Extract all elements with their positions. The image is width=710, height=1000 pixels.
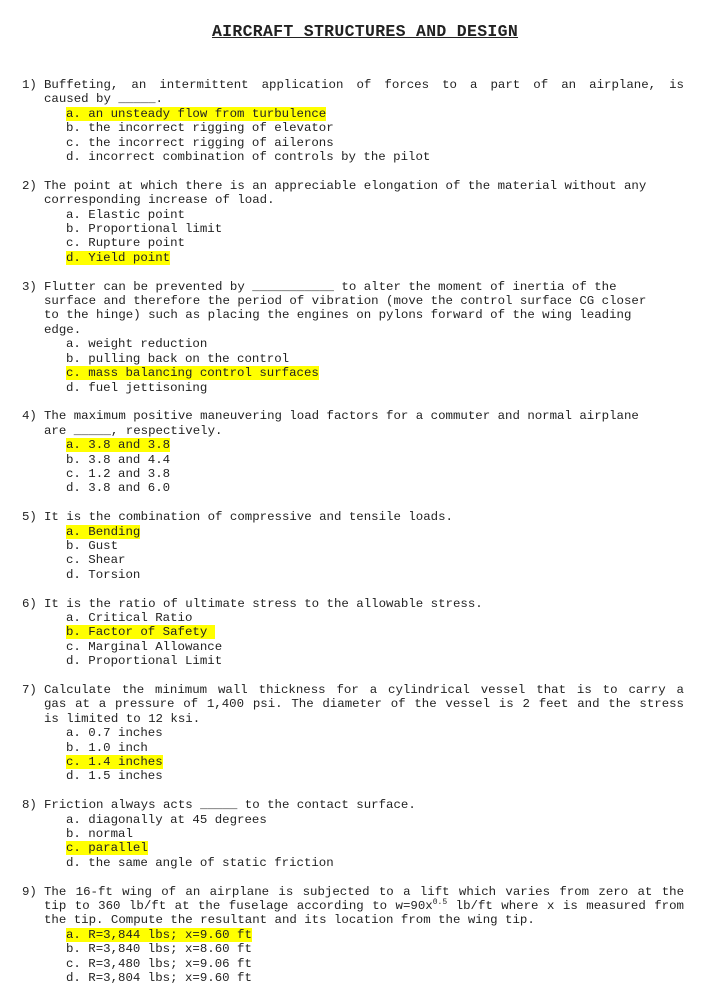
option-text: c. Marginal Allowance bbox=[66, 639, 223, 654]
answer-option bbox=[66, 827, 684, 841]
answer-option bbox=[66, 467, 684, 481]
question-number: 6) bbox=[22, 596, 37, 611]
highlighted-answer: c. parallel bbox=[66, 841, 148, 856]
highlighted-answer: a. R=3,844 lbs; x=9.60 ft bbox=[66, 927, 252, 942]
answer-option bbox=[66, 813, 684, 827]
answer-option bbox=[66, 438, 684, 452]
answer-option bbox=[66, 525, 684, 539]
option-text: d. Proportional Limit bbox=[66, 654, 223, 669]
answer-option bbox=[66, 654, 684, 668]
formula-tail: lb/ft where x is measured from bbox=[447, 899, 684, 914]
option-text: d. fuel jettisoning bbox=[66, 380, 208, 395]
highlighted-answer: a. Bending bbox=[66, 524, 141, 539]
option-text: d. R=3,804 lbs; x=9.60 ft bbox=[66, 971, 252, 986]
option-text: d. Torsion bbox=[66, 567, 141, 582]
option-text: d. 3.8 and 6.0 bbox=[66, 481, 171, 496]
answer-option bbox=[66, 856, 684, 870]
question-text-line: edge. bbox=[44, 322, 82, 337]
option-text: c. Shear bbox=[66, 553, 126, 568]
question-text-line: Friction always acts _____ to the contact surface. bbox=[44, 798, 416, 813]
question-5 bbox=[22, 510, 684, 582]
answer-option bbox=[66, 136, 684, 150]
question-text-line: It is the combination of compressive and tensile loads. bbox=[44, 510, 453, 525]
answer-option bbox=[66, 352, 684, 366]
question-text-line: corresponding increase of load. bbox=[44, 193, 275, 208]
highlighted-answer: b. Factor of Safety bbox=[66, 625, 215, 640]
question-text-line: surface and therefore the period of vibration (move the control surface CG closer bbox=[44, 294, 647, 309]
answer-option bbox=[66, 222, 684, 236]
answer-option bbox=[66, 539, 684, 553]
question-number: 8) bbox=[22, 798, 37, 813]
question-number: 5) bbox=[22, 510, 37, 525]
question-text-line: caused by _____. bbox=[44, 92, 163, 107]
question-text-line: The 16-ft wing of an airplane is subjected to a lift which varies from zero at the bbox=[44, 884, 684, 899]
question-text-line: the tip. Compute the resultant and its location from the wing tip. bbox=[44, 913, 535, 928]
option-text: b. 3.8 and 4.4 bbox=[66, 452, 171, 467]
answer-option bbox=[66, 107, 684, 121]
question-2 bbox=[22, 179, 684, 265]
question-4 bbox=[22, 409, 684, 495]
highlighted-answer: c. 1.4 inches bbox=[66, 755, 163, 769]
question-number: 1) bbox=[22, 78, 37, 92]
question-text-line: gas at a pressure of 1,400 psi. The diameter of the vessel is 2 feet and the stress bbox=[44, 697, 684, 712]
question-text-line: Buffeting, an intermittent application of forces to a part of an airplane, is bbox=[44, 78, 684, 92]
highlighted-answer: a. an unsteady flow from turbulence bbox=[66, 106, 327, 121]
option-text: b. Proportional limit bbox=[66, 222, 223, 237]
answer-option bbox=[66, 769, 684, 783]
option-text: d. the same angle of static friction bbox=[66, 855, 334, 870]
answer-option bbox=[66, 957, 684, 971]
option-text: b. pulling back on the control bbox=[66, 351, 290, 366]
highlighted-answer: a. 3.8 and 3.8 bbox=[66, 438, 171, 453]
option-text: a. weight reduction bbox=[66, 337, 208, 352]
question-number: 7) bbox=[22, 682, 37, 697]
answer-option bbox=[66, 942, 684, 956]
answer-option bbox=[66, 741, 684, 755]
question-3 bbox=[22, 280, 684, 395]
question-text-line: to the hinge) such as placing the engines on pylons forward of the wing leading bbox=[44, 308, 632, 323]
answer-option bbox=[66, 121, 684, 135]
answer-option bbox=[66, 453, 684, 467]
option-text: c. 1.2 and 3.8 bbox=[66, 466, 171, 481]
option-text: c. R=3,480 lbs; x=9.06 ft bbox=[66, 956, 252, 971]
option-text: a. 0.7 inches bbox=[66, 726, 163, 741]
highlighted-answer: c. mass balancing control surfaces bbox=[66, 366, 319, 381]
answer-option bbox=[66, 208, 684, 222]
option-text: b. 1.0 inch bbox=[66, 740, 148, 755]
question-text-line bbox=[44, 899, 684, 913]
answer-option bbox=[66, 481, 684, 495]
option-text: c. Rupture point bbox=[66, 236, 185, 251]
answer-option bbox=[66, 553, 684, 567]
answer-option bbox=[66, 928, 684, 942]
question-9 bbox=[22, 885, 684, 986]
option-text: a. diagonally at 45 degrees bbox=[66, 812, 267, 827]
question-text-line: The point at which there is an appreciable elongation of the material without any bbox=[44, 178, 647, 193]
answer-option bbox=[66, 726, 684, 740]
answer-option bbox=[66, 971, 684, 985]
highlighted-answer: d. Yield point bbox=[66, 250, 171, 265]
question-number: 9) bbox=[22, 884, 37, 899]
question-text-line: Flutter can be prevented by ___________ to alter the moment of inertia of the bbox=[44, 279, 617, 294]
answer-option bbox=[66, 251, 684, 265]
option-text: b. R=3,840 lbs; x=8.60 ft bbox=[66, 942, 252, 957]
question-text-line: is limited to 12 ksi. bbox=[44, 711, 201, 726]
option-text: c. the incorrect rigging of ailerons bbox=[66, 135, 334, 150]
answer-option bbox=[66, 337, 684, 351]
option-text: b. Gust bbox=[66, 538, 119, 553]
answer-option bbox=[66, 640, 684, 654]
question-list bbox=[22, 78, 684, 1000]
question-1 bbox=[22, 78, 684, 164]
question-6 bbox=[22, 597, 684, 669]
answer-option bbox=[66, 381, 684, 395]
answer-option bbox=[66, 366, 684, 380]
question-number: 3) bbox=[22, 279, 37, 294]
option-text: d. 1.5 inches bbox=[66, 769, 163, 784]
answer-option bbox=[66, 568, 684, 582]
formula-text: tip to 360 lb/ft at the fuselage according to w=90x bbox=[44, 899, 433, 914]
question-7 bbox=[22, 683, 684, 784]
question-8 bbox=[22, 798, 684, 870]
question-number: 4) bbox=[22, 409, 37, 424]
answer-option bbox=[66, 236, 684, 250]
exponent: 0.5 bbox=[432, 897, 448, 907]
answer-option bbox=[66, 755, 684, 769]
question-number: 2) bbox=[22, 178, 37, 193]
answer-option bbox=[66, 611, 684, 625]
option-text: d. incorrect combination of controls by the pilot bbox=[66, 150, 431, 165]
question-text-line: Calculate the minimum wall thickness for a cylindrical vessel that is to carry a bbox=[44, 682, 684, 697]
option-text: b. the incorrect rigging of elevator bbox=[66, 121, 334, 136]
document-title: AIRCRAFT STRUCTURES AND DESIGN bbox=[211, 22, 519, 41]
question-text-line: It is the ratio of ultimate stress to the allowable stress. bbox=[44, 596, 483, 611]
option-text: b. normal bbox=[66, 827, 133, 842]
option-text: a. Elastic point bbox=[66, 207, 185, 222]
question-text-line: are _____, respectively. bbox=[44, 423, 223, 438]
option-text: a. Critical Ratio bbox=[66, 610, 193, 625]
question-text-line: The maximum positive maneuvering load factors for a commuter and normal airplane bbox=[44, 409, 639, 424]
answer-option bbox=[66, 150, 684, 164]
answer-option bbox=[66, 841, 684, 855]
answer-option bbox=[66, 625, 684, 639]
